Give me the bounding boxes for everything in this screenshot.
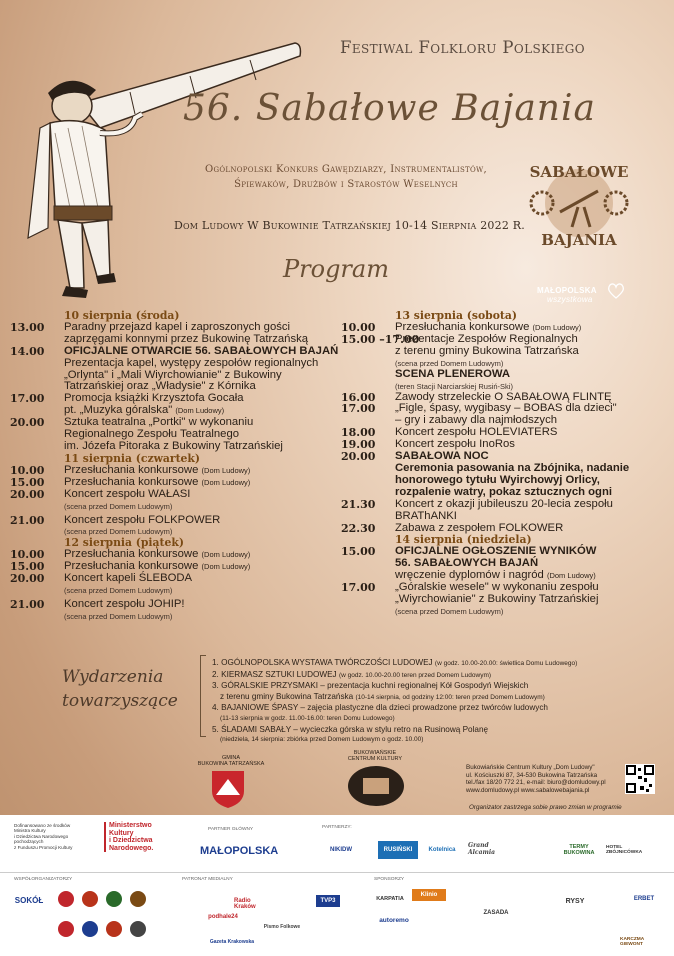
sponsor-logo: ERBET [633, 896, 655, 902]
day-heading: 11 sierpnia (czwartek) [64, 451, 201, 465]
sponsor-logo: ZASADA [483, 910, 509, 916]
sponsor-logo: autoremo [379, 916, 409, 924]
partners-label: PARTNERZY: [322, 825, 352, 830]
side-events-heading: Wydarzenia towarzyszące [62, 667, 178, 711]
gmina-crest-icon [208, 769, 248, 809]
gmina-label: GMINA BUKOWINA TATRZAŃSKA [197, 755, 265, 767]
media-logo: Radio Kraków [234, 898, 256, 910]
media-logo: Gazeta Krakowska [209, 939, 255, 945]
media-patrons-label: PATRONAT MEDIALNY [182, 877, 233, 882]
partner-logo: TERMY BUKOWINA [563, 844, 595, 856]
day-heading: 12 sierpnia (piątek) [64, 536, 184, 550]
sponsor-logo: KARPATIA [376, 896, 404, 902]
funding-note: Dofinansowano ze środków Ministra Kultury i Dziedzictwa Narodowego pochodzących z Funduszu Promocji Kultury [14, 823, 73, 850]
program-heading: Program [283, 255, 389, 283]
festival-title: Festiwal Folkloru Polskiego [340, 38, 586, 57]
bck-logo-icon [347, 765, 405, 807]
day-heading: 10 sierpnia (środa) [64, 309, 180, 322]
partner-logo: RUSIŃSKI [378, 841, 418, 859]
heart-icon [607, 283, 625, 299]
sabalowe-bajania-logo [520, 147, 638, 259]
sponsor-logo: SOKÓŁ [14, 895, 44, 905]
sponsor-logo: KARCZMA GIEWONT [620, 937, 645, 947]
sponsors-footer [0, 815, 674, 956]
partner-main-label: PARTNER GŁÓWNY [208, 827, 254, 832]
bracket-divider [200, 655, 206, 737]
crest-icon [56, 889, 156, 945]
event-place-date: Dom Ludowy W Bukowinie Tatrzańskiej 10-14 Sierpnia 2022 R. [174, 219, 525, 232]
malopolska-badge: MAŁOPOLSKA wszystkowa [537, 286, 597, 304]
sponsors-label: SPONSORZY [374, 877, 405, 882]
partner-logo: Grand Alcamia [468, 842, 495, 856]
contest-subtitle: Ogólnopolski Konkurs Gawędziarzy, Instrumentalistów, Śpiewaków, Drużbów i Starostów Weselnych [204, 164, 488, 190]
bck-label: BUKOWIAŃSKIE CENTRUM KULTURY [347, 750, 403, 762]
media-logo: TVP3 [316, 895, 340, 907]
schedule-right-column: 13 sierpnia (sobota) 10.00 Przesłuchania konkursowe (Dom Ludowy) 15.00 –17.00 Prezentacje Zespołów Regionalnych z terenu gminy Bukowina Tatrzańska (scena przed Domem Ludowym) SCENA PLENEROWA (teren Stacji Narciarskiej Rusiń-Ski) 16.00 Zawody strzeleckie O SABAŁOWĄ FLINTĘ 17.00 „Figle, śpasy, wygibasy – BOBAS dla dzieci" – gry i zabawy dla najmłodszych 18.00 Koncert zespołu HOLEVIATERS 19.00 Koncert zespołu InoRos 20.00 SABAŁOWA NOC Ceremonia pasowania na Zbójnika, nadanie honorowego tytułu Wyirchowyj Orlicy, rozpalenie watry, pokaz sztucznych ogni 21.30 Koncert z okazji jubileuszu 20-lecia zespołu BRAThANKI 22.30 Zabawa z zespołem FOLKOWER 14 sierpnia (niedziela) 15.00 OFICJALNE OGŁOSZENIE WYNIKÓW 56. SABAŁOWYCH BAJAŃ wręczenie dyplomów i nagród (Dom Ludowy) 17.00 „Góralskie wesele" w wykonaniu zespołu „Wiyrchowianie" z Bukowiny Tatrzańskiej (scena przed Domem Ludowym) [341, 310, 671, 617]
bck-contact: Bukowiańskie Centrum Kultury „Dom Ludowy" ul. Kościuszki 87, 34-530 Bukowina Tatrzańska tel./fax 18/20 772 21, e-mail: biuro@domludowy.pl www.domludowy.pl www.sabalowebajania.pl [466, 764, 606, 794]
sponsor-logo: Klinio [412, 889, 446, 901]
svg-text:SABAŁOWE: SABAŁOWE [529, 163, 629, 181]
qr-code-icon[interactable] [625, 764, 655, 794]
disclaimer: Organizator zastrzega sobie prawo zmian w programie [469, 804, 622, 811]
footer-divider [0, 872, 674, 873]
partner-logo: Kotelnica [428, 847, 456, 853]
media-logo: podhale24 [208, 914, 238, 920]
main-title: 56. Sabałowe Bajania [183, 88, 596, 129]
trumpeter-illustration [10, 18, 310, 303]
coorganizers-label: WSPÓŁORGANIZATORZY [14, 877, 73, 882]
day-heading: 14 sierpnia (niedziela) [395, 533, 532, 547]
ministry-logo: Ministerstwo Kultury i Dziedzictwa Narodowego. [104, 822, 153, 852]
side-events-list: 1. OGÓLNOPOLSKA WYSTAWA TWÓRCZOŚCI LUDOWEJ (w godz. 10.00-20.00: świetlica Domu Ludowego) 2. KIERMASZ SZTUKI LUDOWEJ (w godz. 10.00-20.00 teren przed Domem Ludowym) 3. GÓRALSKIE PRZYSMAKI – prezentacja kuchni regionalnej Kół Gospodyń Wiejskich z terenu gminy Bukowina Tatrzańska (10-14 sierpnia, od godziny 12:00: teren przed Domem Ludowym) 4. BAJANIOWE ŚPASY – zajęcia plastyczne dla dzieci prowadzone przez twórców ludowych (11-13 sierpnia w godz. 11.00-16.00: teren Domu Ludowego) 5. ŚLADAMI SABAŁY – wycieczka górska w stylu retro na Rusinową Polanę (niedziela, 14 sierpnia: zbiórka przed Domem Ludowym o godz. 10.00) [212, 658, 578, 744]
schedule-left-column: 10 sierpnia (środa) 13.00 Paradny przejazd kapel i zaproszonych gości zaprzęgami konnymi przez Bukowinę Tatrzańską 14.00 OFICJALNE OTWARCIE 56. SABAŁOWYCH BAJAŃ Prezentacja kapel, występy zespołów regionalnych „Orlynta" i „Mali Wiyrchowianie" z Bukowiny Tatrzańskiej oraz „Władysie" z Kórnika 17.00 Promocja książki Krzysztofa Gocała pt. „Muzyka góralska" (Dom Ludowy) 20.00 Sztuka teatralna „Portki" w wykonaniu Regionalnego Zespołu Teatralnego im. Józefa Pitoraka z Bukowiny Tatrzańskiej 11 sierpnia (czwartek) 10.00 Przesłuchania konkursowe (Dom Ludowy) 15.00 Przesłuchania konkursowe (Dom Ludowy) 20.00 Koncert zespołu WAŁASI (scena przed Domem Ludowym) 21.00 Koncert zespołu FOLKPOWER (scena przed Domem Ludowym) 12 sierpnia (piątek) 10.00 Przesłuchania konkursowe (Dom Ludowy) 15.00 Przesłuchania konkursowe (Dom Ludowy) 20.00 Koncert kapeli ŚLEBODA (scena przed Domem Ludowym) 21.00 Koncert zespołu JOHIP! (scena przed Domem Ludowym) [10, 309, 339, 621]
svg-text:BAJANIA: BAJANIA [541, 231, 617, 249]
media-logo: Pismo Folkowe [263, 924, 301, 930]
malopolska-logo: MAŁOPOLSKA [200, 845, 279, 857]
partner-logo: NIKIDW [330, 847, 352, 853]
sponsor-logo: RYSY [565, 897, 585, 905]
partner-logo: HOTEL ZBÓJNICÓWKA [606, 845, 643, 855]
day-heading: 13 sierpnia (sobota) [395, 309, 518, 322]
